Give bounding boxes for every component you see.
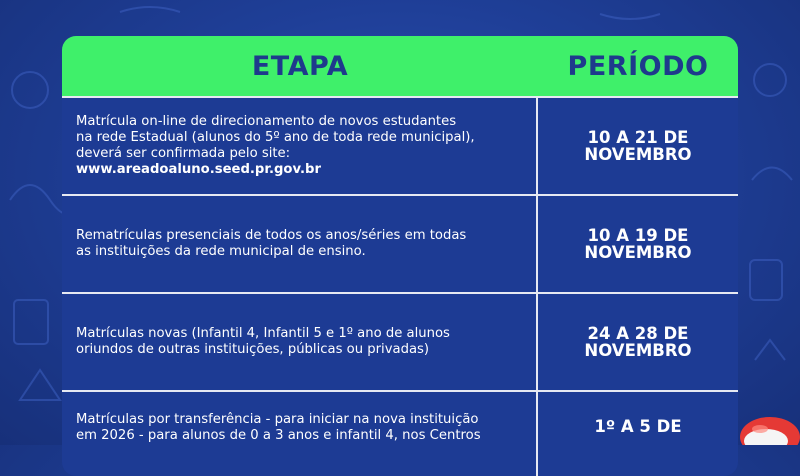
- periodo-cell: [538, 196, 738, 292]
- etapa-text-line: na rede Estadual (alunos do 5º ano de toda rede municipal),: [76, 130, 475, 145]
- etapa-text-line: Matrícula on-line de direcionamento de novos estudantes: [76, 114, 457, 129]
- table-row: [62, 96, 738, 194]
- etapa-text-line: as instituições da rede municipal de ensino.: [76, 244, 366, 259]
- mascot-decoration: [736, 407, 800, 445]
- etapa-text-line: em 2026 - para alunos de 0 a 3 anos e infantil 4, nos Centros: [76, 428, 481, 443]
- periodo-cell: [538, 294, 738, 390]
- etapa-text-line: oriundos de outras instituições, públicas ou privadas): [76, 342, 430, 357]
- table-row: [62, 390, 738, 476]
- header-etapa: ETAPA: [251, 50, 349, 82]
- etapa-text-line: deverá ser confirmada pelo site:: [76, 146, 291, 161]
- enrollment-schedule-table: [62, 36, 738, 476]
- periodo-text-line: 1º A 5 DE: [594, 417, 682, 436]
- header-periodo: PERÍODO: [567, 50, 709, 82]
- periodo-text-line: NOVEMBRO: [584, 243, 692, 262]
- periodo-text-line: NOVEMBRO: [584, 341, 692, 360]
- etapa-cell: [62, 392, 538, 476]
- etapa-cell: [62, 196, 538, 292]
- periodo-cell: [538, 392, 738, 476]
- etapa-cell: [62, 294, 538, 390]
- periodo-text-line: 24 A 28 DE: [587, 324, 689, 343]
- table-header: [62, 36, 738, 96]
- periodo-text-line: 10 A 19 DE: [587, 226, 689, 245]
- etapa-text-line: Matrículas novas (Infantil 4, Infantil 5 e 1º ano de alunos: [76, 326, 450, 341]
- etapa-text-line: Rematrículas presenciais de todos os anos/séries em todas: [76, 228, 467, 243]
- periodo-cell: [538, 98, 738, 194]
- table-row: [62, 194, 738, 292]
- etapa-cell: [62, 98, 538, 194]
- site-link[interactable]: www.areadoaluno.seed.pr.gov.br: [76, 162, 321, 177]
- table-row: [62, 292, 738, 390]
- periodo-text-line: NOVEMBRO: [584, 145, 692, 164]
- etapa-text-line: Matrículas por transferência - para iniciar na nova instituição: [76, 412, 479, 427]
- periodo-text-line: 10 A 21 DE: [587, 128, 689, 147]
